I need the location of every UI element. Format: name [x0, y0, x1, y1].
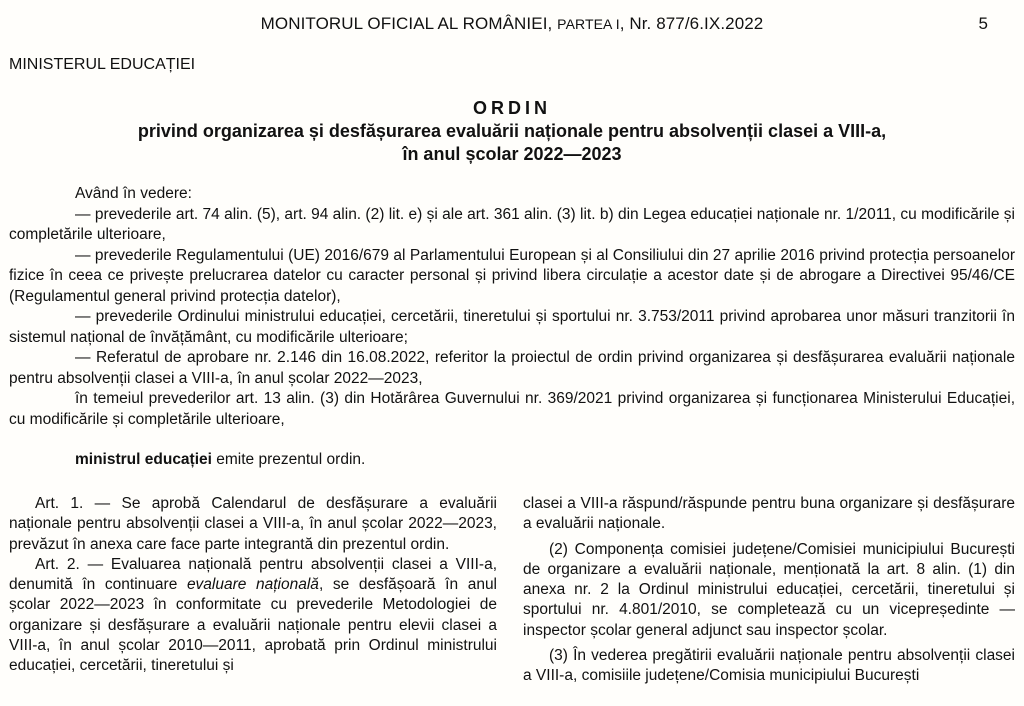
preamble-item: — prevederile art. 74 alin. (5), art. 94 alin. (2) lit. e) și ale art. 361 alin. (3) lit. b) din Legea educației naționale nr. 1/2011, cu modificările și completările ulterioare,: [9, 205, 1015, 243]
right-column: [523, 494, 1015, 687]
gazette-part: PARTEA I: [557, 16, 620, 32]
emitter-bold: ministrul educației: [75, 451, 212, 468]
emitter-rest: emite prezentul ordin.: [211, 451, 366, 468]
gazette-header: [0, 14, 1024, 34]
preamble-intro: Având în vedere:: [75, 185, 192, 202]
gazette-issue: , Nr. 877/6.IX.2022: [619, 14, 764, 33]
issuer-name: MINISTERUL EDUCAȚIEI: [9, 56, 196, 73]
preamble-item: — prevederile Regulamentului (UE) 2016/679 al Parlamentului European și al Consiliului din 27 aprilie 2016 privind protecția persoanelor fizice în ceea ce privește prelucrarea datelor cu caracter personal și privind libera circulație a acestor date și de abrogare a Directivei 95/46/CE (Regulamentul general privind protecția datelor),: [9, 246, 1015, 305]
paragraph-2: (2) Componența comisiei județene/Comisiei municipiului București de organizare a evaluării naționale, menționată la art. 8 alin. (1) din anexa nr. 2 la Ordinul ministrului educației, cercetării, tineretului și sportului nr. 4.801/2010, se completează cu un vicepreședinte — inspector școlar general adjunct sau inspector școlar.: [523, 540, 1015, 639]
page-number: 5: [978, 14, 988, 33]
document-subtitle-line-2: în anul școlar 2022—2023: [402, 144, 622, 164]
article-2-end: , se desfășoară în anul școlar 2022—2023 în conformitate cu prevederile Metodologiei de organizare și desfășurare a evaluării naționale pentru elevii clasei a VIII-a, în anul școlar 2010—2011, aprobată prin Ordinul ministrului educației, cercetării, tineretului și: [9, 576, 498, 675]
article-1: Art. 1. — Se aprobă Calendarul de desfășurare a evaluării naționale pentru absolvenții clasei a VIII-a, în anul școlar 2022—2023, prevăzut în anexa care face parte integrantă din prezentul ordin.: [9, 495, 497, 553]
paragraph-3: (3) În vederea pregătirii evaluării naționale pentru absolvenții clasei a VIII-a, comisiile județene/Comisia municipiului București: [523, 647, 1015, 685]
gazette-name: MONITORUL OFICIAL AL ROMÂNIEI,: [260, 14, 558, 33]
article-2-start: Art. 2. — Evaluarea națională pentru absolvenții clasei a VIII-a, denumită în continuare: [9, 555, 497, 594]
preamble-legal-basis: în temeiul prevederilor art. 13 alin. (3) din Hotărârea Guvernului nr. 369/2021 privind organizarea și funcționarea Ministerului Educației, cu modificările și completările ulterioare,: [9, 390, 1015, 428]
preamble: [9, 184, 1015, 471]
article-continuation: clasei a VIII-a răspund/răspunde pentru buna organizare și desfășurare a evaluării naționale.: [523, 495, 1015, 533]
document-title: ORDIN: [473, 98, 551, 118]
article-2: [9, 555, 497, 677]
emitter-statement: [9, 450, 1015, 471]
article-2-italic: evaluare națională: [186, 576, 319, 594]
left-column: [9, 494, 497, 677]
preamble-item: — prevederile Ordinului ministrului educației, cercetării, tineretului și sportului nr. 3.753/2011 privind aprobarea unor măsuri tranzitorii în sistemul național de învățământ, cu modificările ulterioare;: [9, 308, 1015, 346]
document-subtitle-line-1: privind organizarea și desfășurarea evaluării naționale pentru absolvenții clasei a VIII-a,: [137, 121, 887, 141]
preamble-item: — Referatul de aprobare nr. 2.146 din 16.08.2022, referitor la proiectul de ordin privind organizarea și desfășurarea evaluării naționale pentru absolvenții clasei a VIII-a, în anul școlar 2022—2023,: [9, 349, 1015, 387]
title-block: [0, 96, 1024, 166]
